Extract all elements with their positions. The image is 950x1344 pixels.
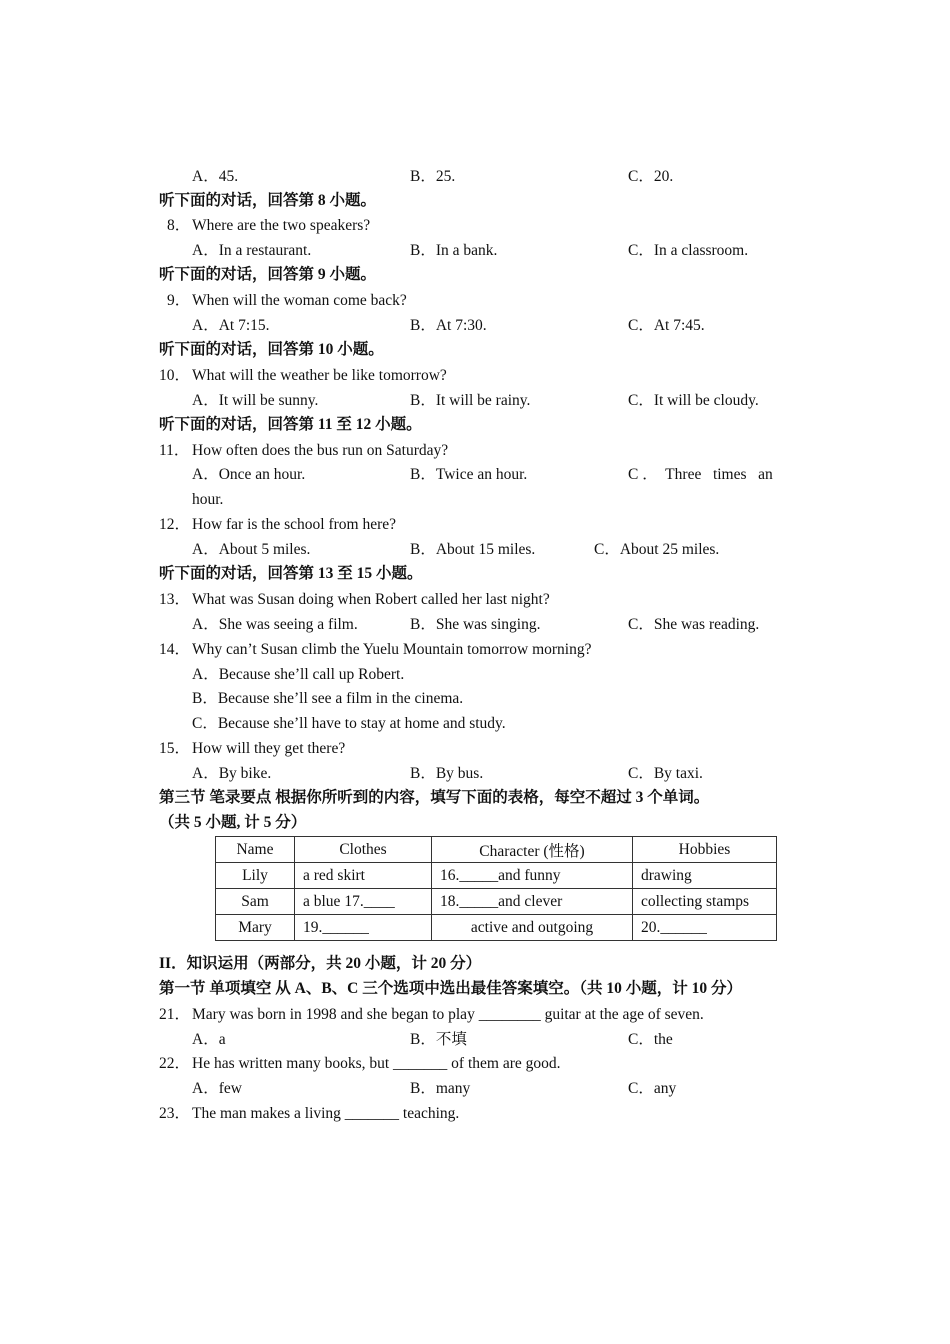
question-number: 10． [159,367,191,384]
option-a: A．By bike. [192,765,272,782]
question-text: He has written many books, but _______ of them are good. [192,1055,561,1072]
option-c: C．In a classroom. [628,242,749,259]
question-text: When will the woman come back? [192,292,407,309]
question-number: 12． [159,516,191,533]
option-a: A．few [192,1080,242,1097]
cell-clothes: a red skirt [295,863,432,889]
question-number: 8． [167,217,191,234]
question-number: 21． [159,1006,191,1023]
option-b: B．About 15 miles. [410,541,536,558]
question-number: 15． [159,740,191,757]
cell-character: active and outgoing [432,915,633,941]
header-hobbies: Hobbies [633,837,777,863]
option-c: C．Because she’ll have to stay at home and study. [192,715,506,732]
option-a: A．She was seeing a film. [192,616,358,633]
option-c: C．the [628,1031,673,1048]
question-text: The man makes a living _______ teaching. [192,1105,460,1122]
cell-hobbies: 20.______ [633,915,777,941]
option-c: C ． Three times an [628,466,773,483]
option-a: A．In a restaurant. [192,242,312,259]
question-number: 22． [159,1055,191,1072]
part3-score-text: （共 5 小题, 计 5 分） [159,814,307,831]
table-row [216,915,777,941]
option-c-continued: hour. [192,491,224,508]
part3-title-text: 第三节 笔录要点 根据你所听到的内容，填写下面的表格，每空不超过 3 个单词。 [159,789,710,806]
option-b: B．In a bank. [410,242,498,259]
option-b: B．At 7:30. [410,317,487,334]
notes-table-wrapper [215,836,777,941]
question-text: What was Susan doing when Robert called her last night? [192,591,550,608]
notes-table [215,836,777,941]
cell-clothes: a blue 17.____ [295,889,432,915]
option-c: C．any [628,1080,677,1097]
question-number: 13． [159,591,191,608]
part2-title-text: II．知识运用（两部分，共 20 小题，计 20 分） [159,955,482,972]
cell-hobbies: collecting stamps [633,889,777,915]
question-number: 23． [159,1105,191,1122]
cell-character: 18._____and clever [432,889,633,915]
cell-clothes: 19.______ [295,915,432,941]
option-c: C．At 7:45. [628,317,705,334]
option-b: B．Twice an hour. [410,466,528,483]
option-a: A．About 5 miles. [192,541,311,558]
part2-section1-text: 第一节 单项填空 从 A、B、C 三个选项中选出最佳答案填空。（共 10 小题，计 10 分） [159,980,742,997]
question-text: Where are the two speakers? [192,217,371,234]
option-a: A．Once an hour. [192,466,306,483]
option-a: A．45. [192,168,239,185]
option-a: A．It will be sunny. [192,392,319,409]
question-text: Why can’t Susan climb the Yuelu Mountain tomorrow morning? [192,641,592,658]
option-c: C．20. [628,168,674,185]
question-text: How will they get there? [192,740,346,757]
option-b: B．Because she’ll see a film in the cinema. [192,690,464,707]
option-b: B．It will be rainy. [410,392,531,409]
question-text: Mary was born in 1998 and she began to play ________ guitar at the age of seven. [192,1006,704,1023]
question-number: 14． [159,641,191,658]
option-a: A．a [192,1031,226,1048]
option-b: B．By bus. [410,765,484,782]
option-b: B．many [410,1080,471,1097]
cell-character: 16._____and funny [432,863,633,889]
option-c: C．By taxi. [628,765,703,782]
table-header-row [216,837,777,863]
option-a: A．At 7:15. [192,317,270,334]
option-b: B．不填 [410,1031,467,1048]
option-c: C．It will be cloudy. [628,392,759,409]
header-character: Character (性格) [432,837,633,863]
header-name: Name [216,837,295,863]
cell-name: Lily [216,863,295,889]
option-c: C．About 25 miles. [594,541,720,558]
option-b: B．25. [410,168,456,185]
option-c: C．She was reading. [628,616,760,633]
section-heading-text: 听下面的对话，回答第 13 至 15 小题。 [159,565,423,582]
option-b: B．She was singing. [410,616,541,633]
question-text: How often does the bus run on Saturday? [192,442,449,459]
table-row [216,889,777,915]
table-row [216,863,777,889]
option-a: A．Because she’ll call up Robert. [192,666,405,683]
section-heading-text: 听下面的对话，回答第 8 小题。 [159,192,377,209]
cell-name: Mary [216,915,295,941]
question-number: 9． [167,292,191,309]
section-heading-text: 听下面的对话，回答第 11 至 12 小题。 [159,416,422,433]
header-clothes: Clothes [295,837,432,863]
section-heading-text: 听下面的对话，回答第 9 小题。 [159,266,377,283]
question-text: How far is the school from here? [192,516,397,533]
cell-hobbies: drawing [633,863,777,889]
question-text: What will the weather be like tomorrow? [192,367,447,384]
question-number: 11． [159,442,190,459]
section-heading-text: 听下面的对话，回答第 10 小题。 [159,341,384,358]
cell-name: Sam [216,889,295,915]
